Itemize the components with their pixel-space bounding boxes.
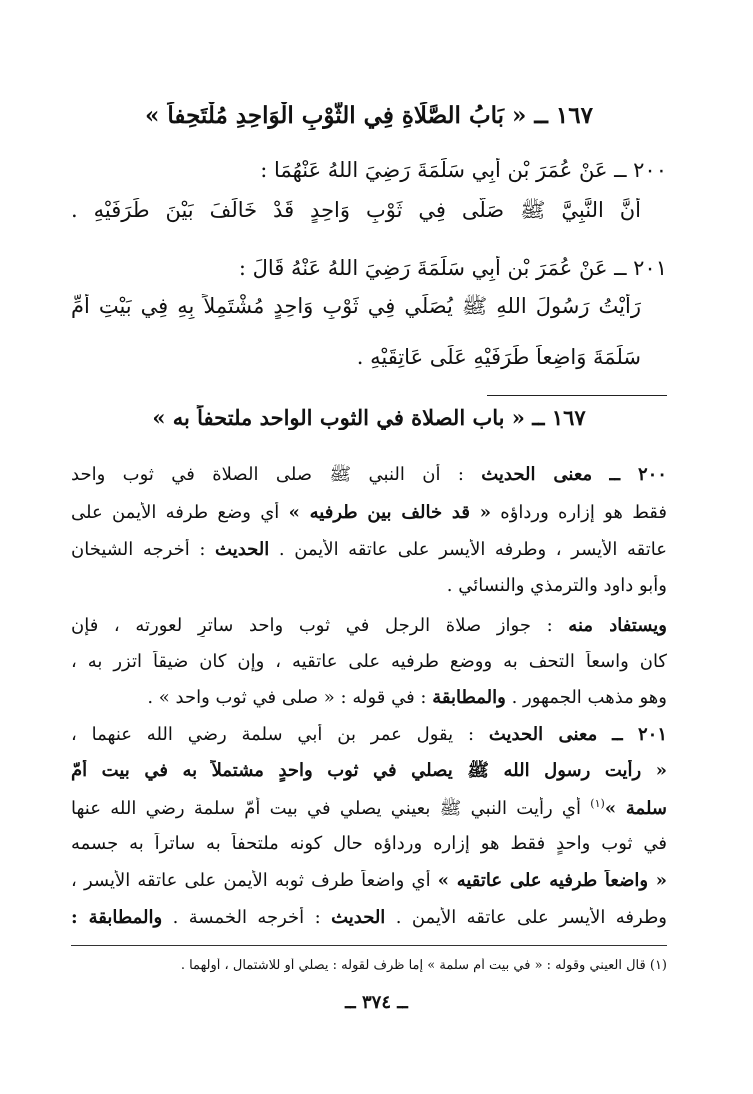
commentary-title: ١٦٧ ــ « باب الصلاة في الثوب الواحد ملتحفاً به » xyxy=(152,405,586,430)
page-number: ــ ٣٧٤ ــ xyxy=(345,992,408,1013)
benefit-line-2: كان واسعاً التحف به ووضع طرفيه على عاتقيه ، وإن كان ضيقاً اتزر به ، xyxy=(71,651,667,672)
meaning-label: معنى الحديث xyxy=(481,464,593,485)
benefit-label: ويستفاد منه xyxy=(568,615,667,636)
commentary-201-line-3: سلمة »$^{(١)}$ أي رأيت النبي ﷺ بعيني يصلي في بيت أمّ سلمة رضي الله عنها xyxy=(71,797,667,819)
hadith-number: ٢٠١ ــ xyxy=(612,724,667,745)
commentary-200-line-2: فقط هو إزاره ورداؤه « قد خالف بين طرفيه » أي وضع طرفه الأيمن على xyxy=(71,502,667,523)
commentary-201-line-2: « رأيت رسول الله ﷺ يصلي في ثوب واحدٍ مشتملاً به في بيت أمّ xyxy=(71,760,667,781)
hadith-201-line-1: ٢٠١ ــ عَنْ عُمَرَ بْنِ أَبِي سَلَمَةَ رَضِيَ اللهُ عَنْهُ قَالَ : xyxy=(238,256,667,280)
hadith-201-line-3: سَلَمَةَ وَاضِعاً طَرَفَيْهِ عَلَى عَاتِقَيْهِ . xyxy=(356,345,641,369)
commentary-200-line-4: وأبو داود والترمذي والنسائي . xyxy=(446,575,667,596)
commentary-200-line-3: عاتقه الأيسر ، وطرفه الأيسر على عاتقه الأيمن . الحديث : أخرجه الشيخان xyxy=(71,539,667,560)
chapter-title: ١٦٧ ــ « بَابُ الصَّلَاةِ فِي الثَّوْبِ الْوَاحِدِ مُلْتَحِفاً » xyxy=(145,102,593,129)
meaning-label: معنى الحديث xyxy=(488,724,598,745)
benefit-line-3: وهو مذهب الجمهور . والمطابقة : في قوله : « صلى في ثوب واحد » . xyxy=(147,687,667,708)
commentary-200-line-1: ٢٠٠ ــ معنى الحديث : أن النبي ﷺ صلى الصلاة في ثوب واحد xyxy=(71,464,667,485)
commentary-201-line-4: في ثوب واحدٍ فقط هو إزاره ورداؤه حال كونه ملتحفاً به ساتراً به جسمه xyxy=(71,833,667,854)
footnote-ref: (١) xyxy=(590,797,605,810)
commentary-201-line-5: « واضعاً طرفيه على عاتقيه » أي واضعاً طرف ثوبه الأيمن على عاتقه الأيسر ، xyxy=(71,870,667,891)
footnote: (١) قال العيني وقوله : « في بيت أم سلمة » إما ظرف لقوله : يصلي أو للاشتمال ، أولهما . xyxy=(180,958,667,973)
benefit-line-1: ويستفاد منه : جواز صلاة الرجل في ثوب واحد ساترٍ لعورته ، فإن xyxy=(71,615,667,636)
commentary-201-line-6: وطرفه الأيسر على عاتقه الأيمن . الحديث : أخرجه الخمسة . والمطابقة : xyxy=(71,907,667,928)
hadith-number: ٢٠٠ ــ xyxy=(609,464,667,485)
hadith-200-line-1: ٢٠٠ ــ عَنْ عُمَرَ بْنِ أَبِي سَلَمَةَ رَضِيَ اللهُ عَنْهُمَا : xyxy=(260,158,667,182)
hadith-200-line-2: أَنَّ النَّبِيَّ ﷺ صَلَّى فِي ثَوْبٍ وَاحِدٍ قَدْ خَالَفَ بَيْنَ طَرَفَيْهِ . xyxy=(71,198,641,222)
section-divider xyxy=(487,395,667,396)
commentary-201-line-1: ٢٠١ ــ معنى الحديث : يقول عمر بن أبي سلمة رضي الله عنهما ، xyxy=(71,724,667,745)
hadith-201-line-2: رَأَيْتُ رَسُولَ اللهِ ﷺ يُصَلِّي فِي ثَوْبٍ وَاحِدٍ مُشْتَمِلاً بِهِ فِي بَيْتِ أُمِّ xyxy=(71,294,641,318)
footnote-divider xyxy=(71,945,667,946)
